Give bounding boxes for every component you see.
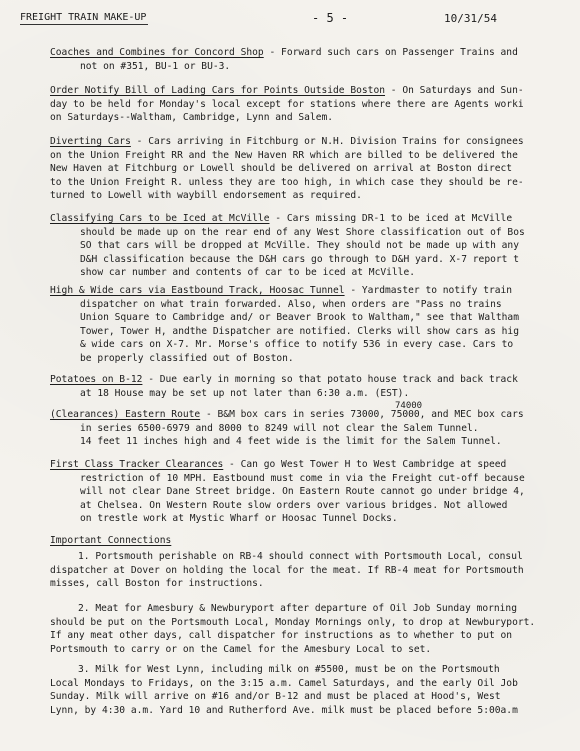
section-text: on Saturdays--Waltham, Cambridge, Lynn and Salem. [50,112,334,123]
section-diverting-cars [50,135,570,203]
section-high-wide-cars [50,284,570,365]
header-title: FREIGHT TRAIN MAKE-UP [20,12,147,23]
section-text: Tower, Tower H, andthe Dispatcher are notified. Clerks will show cars as hig [80,325,519,337]
section-text: SO that cars will be dropped at McVille. They should not be made up with any [80,240,519,251]
section-order-notify [50,84,570,125]
section-text: - Yardmaster to notify train [344,285,513,296]
section-text: on the Union Freight RR and the New Haven RR which are billed to be delivered the [50,149,518,161]
section-text: Union Square to Cambridge and/ or Beaver Brook to Waltham," see that Waltham [80,312,519,323]
section-text: - B&M box cars in series 73000, 75000, and MEC box cars [200,409,524,420]
section-text: D&H classification because the D&H cars go through to D&H yard. X-7 report t [80,253,519,265]
section-heading: Potatoes on B-12 [50,374,143,385]
connection-item-1 [50,550,570,591]
section-heading: Important Connections [50,535,172,546]
section-text: Portsmouth to carry or on the Camel for the Amesbury Local to set. [50,643,432,655]
section-text: & wide cars on X-7. Mr. Morse's office to notify 536 in every case. Cars to [80,339,514,350]
section-heading: High & Wide cars via Eastbound Track, Hoosac Tunnel [50,285,345,296]
page-number: - 5 - [312,11,349,25]
section-clearances-eastern [50,401,570,449]
handwritten-insert: 74000 [395,401,423,411]
section-text: show car number and contents of car to be iced at McVille. [80,267,416,278]
section-first-class-tracker [50,458,570,526]
section-text: - Forward such cars on Passenger Trains and [263,47,518,58]
section-text: - Cars missing DR-1 to be iced at McVille [269,213,513,224]
section-text: restriction of 10 MPH. Eastbound must come in via the Freight cut-off because [80,472,525,484]
section-text: dispatcher on what train forwarded. Also, when orders are "Pass no trains [80,298,502,310]
section-heading: (Clearances) Eastern Route [50,409,201,420]
section-text: be properly classified out of Boston. [80,352,294,364]
section-potatoes [50,373,570,400]
section-text: to the Union Freight R. unless they are too high, in which case they should be re- [50,176,524,188]
section-heading: Classifying Cars to be Iced at McVille [50,213,270,224]
section-coaches [50,46,570,73]
section-heading: Coaches and Combines for Concord Shop [50,47,264,58]
section-text: - On Saturdays and Sun- [385,85,524,96]
section-text: should be put on the Portsmouth Local, Monday Mornings only, to drop at Newburyport. [50,616,536,628]
section-text: on trestle work at Mystic Wharf or Hoosac Tunnel Docks. [80,513,398,524]
section-text: If any meat other days, call dispatcher for instructions as to whether to put on [50,630,513,641]
section-text: - Cars arriving in Fitchburg or N.H. Division Trains for consignees [130,136,524,147]
section-text: 14 feet 11 inches high and 4 feet wide is the limit for the Salem Tunnel. [80,436,502,447]
section-text: will not clear Dane Street bridge. On Eastern Route cannot go under bridge 4, [80,486,525,497]
section-text: day to be held for Monday's local except for stations where there are Agents worki [50,98,524,110]
connection-item-3 [50,663,570,717]
section-text: not on #351, BU-1 or BU-3. [80,60,231,72]
section-text: 3. Milk for West Lynn, including milk on #5500, must be on the Portsmouth [78,664,500,675]
section-text: dispatcher at Dover on holding the local for the meat. If RB-4 meat for Portsmouth [50,564,524,576]
section-text: Local Mondays to Fridays, on the 3:15 a.m. Camel Saturdays, and the early Oil Job [50,677,518,689]
section-text: should be made up on the rear end of any West Shore classification out of Bos [80,226,525,238]
connection-item-2 [50,602,570,656]
section-text: at 18 House may be set up not later than 6:30 a.m. (EST). [80,387,410,399]
section-text: 1. Portsmouth perishable on RB-4 should connect with Portsmouth Local, consul [78,551,523,562]
section-text: in series 6500-6979 and 8000 to 8249 will not clear the Salem Tunnel. [80,422,479,434]
section-classifying-cars [50,212,570,280]
section-text: Sunday. Milk will arrive on #16 and/or B-12 and must be placed at Hood's, West [50,691,501,702]
section-text: New Haven at Fitchburg or Lowell should be delivered on arrival at Boston direct [50,163,513,174]
section-important-connections [50,534,570,548]
section-text: misses, call Boston for instructions. [50,578,264,589]
section-text: turned to Lowell with waybill endorsement as required. [50,190,362,201]
header-date: 10/31/54 [444,12,497,25]
section-text: Lynn, by 4:30 a.m. Yard 10 and Rutherford Ave. milk must be placed before 5:00a.m [50,704,518,716]
section-heading: First Class Tracker Clearances [50,459,224,470]
section-text: 2. Meat for Amesbury & Newburyport after departure of Oil Job Sunday morning [78,603,517,614]
section-text: - Can go West Tower H to West Cambridge at speed [223,459,507,470]
section-text: at Chelsea. On Western Route slow orders over various bridges. Not allowed [80,499,508,511]
section-heading: Order Notify Bill of Lading Cars for Points Outside Boston [50,85,386,96]
section-text: - Due early in morning so that potato house track and back track [142,374,518,385]
section-heading: Diverting Cars [50,136,131,147]
